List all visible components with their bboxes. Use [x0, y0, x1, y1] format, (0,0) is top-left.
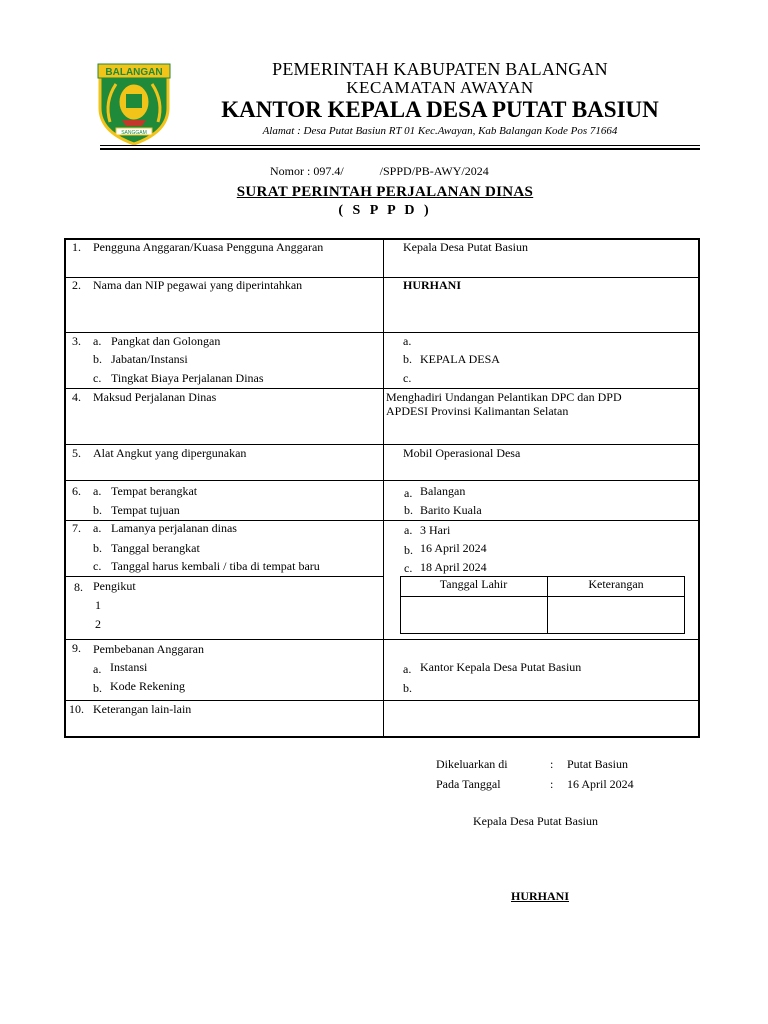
row-10-label: Keterangan lain-lain	[93, 702, 192, 716]
header-rule-thin	[100, 145, 700, 146]
row-9-a-label: Instansi	[110, 660, 148, 674]
issued-at-label: Dikeluarkan di	[436, 757, 508, 771]
row-2-value: HURHANI	[403, 278, 462, 292]
header-government: PEMERINTAH KABUPATEN BALANGAN	[272, 59, 608, 79]
row-7-va-value: 3 Hari	[420, 523, 451, 537]
row-8-follower-2: 2	[95, 617, 101, 631]
row-6-vb-value: Barito Kuala	[420, 503, 482, 517]
row-6-b-letter: b.	[93, 503, 102, 517]
row-3-b-label: Jabatan/Instansi	[111, 352, 188, 366]
table-column-divider	[383, 238, 384, 738]
letter-number	[270, 164, 489, 179]
row-7-a-label: Lamanya perjalanan dinas	[111, 521, 237, 535]
row-1-label: Pengguna Anggaran/Kuasa Pengguna Anggaran	[93, 240, 324, 254]
row-7-vc-letter: c.	[404, 561, 413, 575]
row-3-va-letter: a.	[403, 334, 412, 348]
issued-at-value: Putat Basiun	[567, 757, 629, 771]
row-9-a-letter: a.	[93, 662, 102, 676]
signer-title: Kepala Desa Putat Basiun	[473, 814, 598, 828]
row-9-va-value: Kantor Kepala Desa Putat Basiun	[420, 660, 582, 674]
row-divider	[64, 576, 384, 577]
row-9-label: Pembebanan Anggaran	[93, 642, 204, 656]
row-5-number: 5.	[72, 446, 81, 460]
row-4-label: Maksud Perjalanan Dinas	[93, 390, 217, 404]
row-1-number: 1.	[72, 240, 81, 254]
row-divider	[64, 480, 700, 481]
row-3-a-label: Pangkat dan Golongan	[111, 334, 221, 348]
row-3-vc-letter: c.	[403, 371, 412, 385]
row-6-a-label: Tempat berangkat	[111, 484, 198, 498]
row-7-vb-letter: b.	[404, 543, 413, 557]
document-subtitle: ( S P P D )	[338, 203, 432, 218]
row-6-a-letter: a.	[93, 484, 102, 498]
row-10-number: 10.	[69, 702, 84, 716]
row-6-va-value: Balangan	[420, 484, 466, 498]
row-1-value: Kepala Desa Putat Basiun	[403, 240, 528, 254]
svg-text:SANGGAM: SANGGAM	[121, 130, 147, 136]
row-divider	[64, 444, 700, 445]
issued-date-label: Pada Tanggal	[436, 777, 501, 791]
row-3-vb-letter: b.	[403, 352, 412, 366]
row-6-vb-letter: b.	[404, 503, 413, 517]
issued-at-colon: :	[550, 757, 554, 771]
row-9-b-label: Kode Rekening	[110, 679, 185, 693]
header-office: KANTOR KEPALA DESA PUTAT BASIUN	[221, 97, 659, 122]
row-7-va-letter: a.	[404, 523, 413, 537]
row-divider	[64, 639, 700, 640]
row-5-value: Mobil Operasional Desa	[403, 446, 521, 460]
row-9-va-letter: a.	[403, 662, 412, 676]
row-2-number: 2.	[72, 278, 81, 292]
row-9-vb-letter: b.	[403, 681, 412, 695]
row-divider	[64, 388, 700, 389]
row-3-number: 3.	[72, 334, 81, 348]
row-divider	[64, 700, 700, 701]
letter-number-suffix: /SPPD/PB-AWY/2024	[379, 164, 489, 178]
row-3-c-letter: c.	[93, 371, 102, 385]
header-address: Alamat : Desa Putat Basiun RT 01 Kec.Awayan, Kab Balangan Kode Pos 71664	[262, 125, 618, 137]
row-7-b-letter: b.	[93, 541, 102, 555]
row-3-vb-value: KEPALA DESA	[420, 352, 500, 366]
row-4-value-line1: Menghadiri Undangan Pelantikan DPC dan DPD	[386, 390, 622, 404]
issued-date-value: 16 April 2024	[567, 777, 634, 791]
followers-table-header-divider	[400, 596, 685, 597]
header-district: KECAMATAN AWAYAN	[346, 78, 534, 97]
followers-col-notes: Keterangan	[588, 577, 644, 591]
followers-col-birthdate: Tanggal Lahir	[439, 577, 508, 591]
row-7-vb-value: 16 April 2024	[420, 541, 487, 555]
document-title: SURAT PERINTAH PERJALANAN DINAS	[236, 184, 534, 200]
row-9-number: 9.	[72, 641, 81, 655]
row-4-value-line2: APDESI Provinsi Kalimantan Selatan	[386, 404, 569, 418]
row-7-c-label: Tanggal harus kembali / tiba di tempat baru	[111, 559, 320, 573]
row-3-a-letter: a.	[93, 334, 102, 348]
row-7-b-label: Tanggal berangkat	[111, 541, 200, 555]
row-6-number: 6.	[72, 484, 81, 498]
row-7-number: 7.	[72, 521, 81, 535]
svg-text:BALANGAN: BALANGAN	[105, 67, 163, 78]
row-9-b-letter: b.	[93, 681, 102, 695]
row-8-label: Pengikut	[93, 579, 136, 593]
row-7-a-letter: a.	[93, 521, 102, 535]
row-6-b-label: Tempat tujuan	[111, 503, 180, 517]
row-8-number: 8.	[74, 580, 83, 594]
issued-date-colon: :	[550, 777, 554, 791]
row-3-b-letter: b.	[93, 352, 102, 366]
row-3-c-label: Tingkat Biaya Perjalanan Dinas	[111, 371, 264, 385]
row-7-c-letter: c.	[93, 559, 102, 573]
header-rule-thick	[100, 148, 700, 150]
row-divider	[64, 332, 700, 333]
row-6-va-letter: a.	[404, 486, 413, 500]
row-2-label: Nama dan NIP pegawai yang diperintahkan	[93, 278, 303, 292]
row-7-vc-value: 18 April 2024	[420, 560, 487, 574]
row-5-label: Alat Angkut yang dipergunakan	[93, 446, 247, 460]
row-4-number: 4.	[72, 390, 81, 404]
signer-name: HURHANI	[511, 889, 570, 903]
balangan-logo	[94, 62, 174, 146]
row-8-follower-1: 1	[95, 598, 101, 612]
letter-number-label: Nomor : 097.4/	[270, 164, 344, 178]
